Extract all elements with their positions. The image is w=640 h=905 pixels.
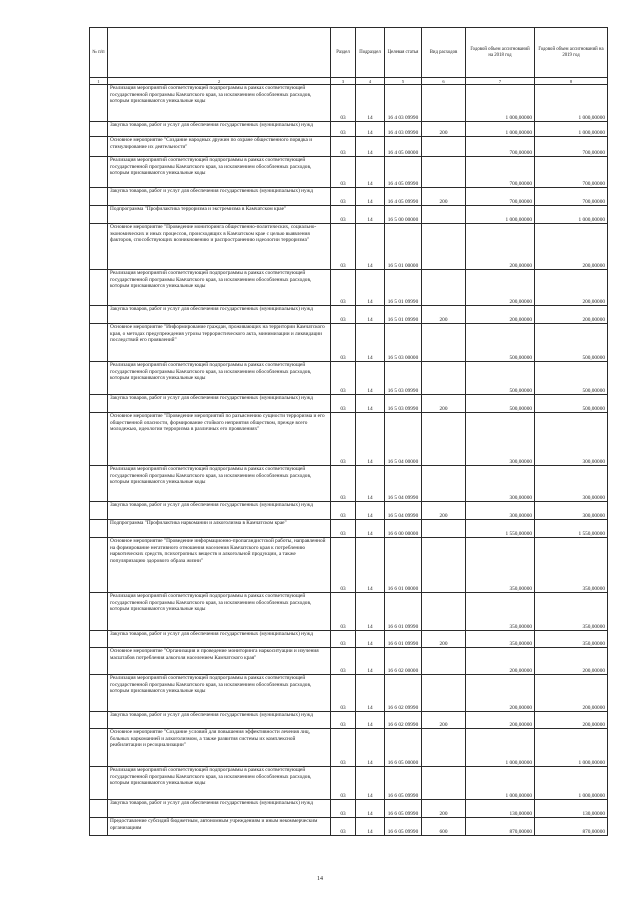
row-razdel: 03 [331, 122, 356, 137]
row-expense-type [422, 538, 466, 593]
row-target-article: 16 4 05 00000 [385, 137, 422, 157]
row-podrazdel: 14 [356, 502, 385, 520]
row-amount-2018: 700,00000 [466, 157, 535, 188]
row-amount-2019: 1 000,00000 [535, 85, 608, 122]
row-expense-type [422, 85, 466, 122]
row-razdel: 03 [331, 631, 356, 648]
header-row [90, 28, 608, 78]
row-amount-2018: 200,00000 [466, 712, 535, 729]
row-expense-type: 200 [422, 631, 466, 648]
row-podrazdel: 14 [356, 538, 385, 593]
row-podrazdel: 14 [356, 157, 385, 188]
row-expense-type [422, 593, 466, 631]
row-amount-2019: 200,00000 [535, 224, 608, 270]
row-amount-2019: 1 000,00000 [535, 122, 608, 137]
table-row [90, 767, 608, 800]
row-podrazdel: 14 [356, 137, 385, 157]
row-expense-type: 200 [422, 800, 466, 818]
row-amount-2019: 500,00000 [535, 362, 608, 395]
row-amount-2018: 1 000,00000 [466, 729, 535, 767]
row-amount-2018: 700,00000 [466, 188, 535, 206]
header-name [108, 28, 331, 78]
row-razdel: 03 [331, 413, 356, 466]
header-amount-2019: Годовой объем ассигнований на 2019 год [535, 28, 608, 78]
row-name: Реализация мероприятий соответствующей подпрограммы в рамках соответствующей государственной программы Камчатского края, за исключением обособленных расходов, которым присваиваются уникальные коды [108, 767, 331, 800]
row-target-article: 16 5 04 09990 [385, 502, 422, 520]
row-target-article: 16 6 02 00000 [385, 648, 422, 675]
row-expense-type: 200 [422, 502, 466, 520]
row-razdel: 03 [331, 675, 356, 712]
row-amount-2019: 130,00000 [535, 800, 608, 818]
row-name: Закупка товаров, работ и услуг для обеспечения государственных (муниципальных) нужд [108, 800, 331, 818]
row-razdel: 03 [331, 538, 356, 593]
row-amount-2018: 200,00000 [466, 224, 535, 270]
row-podrazdel: 14 [356, 85, 385, 122]
row-amount-2018: 300,00000 [466, 466, 535, 502]
table-row [90, 270, 608, 306]
row-target-article: 16 5 04 00000 [385, 413, 422, 466]
table-row [90, 395, 608, 413]
row-razdel: 03 [331, 593, 356, 631]
row-expense-type [422, 362, 466, 395]
row-number [90, 85, 108, 122]
row-razdel: 03 [331, 270, 356, 306]
row-amount-2019: 700,00000 [535, 137, 608, 157]
row-podrazdel: 14 [356, 206, 385, 224]
row-podrazdel: 14 [356, 270, 385, 306]
row-amount-2019: 500,00000 [535, 324, 608, 362]
header-razdel: Раздел [331, 28, 356, 78]
row-amount-2019: 200,00000 [535, 306, 608, 324]
row-podrazdel: 14 [356, 631, 385, 648]
row-name: Закупка товаров, работ и услуг для обеспечения государственных (муниципальных) нужд [108, 502, 331, 520]
row-razdel: 03 [331, 502, 356, 520]
row-number [90, 520, 108, 538]
table-row [90, 413, 608, 466]
row-number [90, 324, 108, 362]
row-razdel: 03 [331, 712, 356, 729]
row-target-article: 16 5 01 09990 [385, 270, 422, 306]
row-podrazdel: 14 [356, 767, 385, 800]
page-number: 14 [317, 876, 323, 882]
row-expense-type [422, 466, 466, 502]
row-amount-2018: 300,00000 [466, 413, 535, 466]
row-number [90, 675, 108, 712]
table-row [90, 224, 608, 270]
row-amount-2018: 1 000,00000 [466, 85, 535, 122]
row-number [90, 729, 108, 767]
table-row [90, 188, 608, 206]
row-name: Закупка товаров, работ и услуг для обеспечения государственных (муниципальных) нужд [108, 306, 331, 324]
row-amount-2019: 500,00000 [535, 395, 608, 413]
row-podrazdel: 14 [356, 593, 385, 631]
row-target-article: 16 6 05 09990 [385, 818, 422, 836]
row-number [90, 800, 108, 818]
row-razdel: 03 [331, 85, 356, 122]
row-name: Реализация мероприятий соответствующей подпрограммы в рамках соответствующей государственной программы Камчатского края, за исключением обособленных расходов, которым присваиваются уникальные коды [108, 362, 331, 395]
row-target-article: 16 5 01 09990 [385, 306, 422, 324]
row-number [90, 631, 108, 648]
row-name: Реализация мероприятий соответствующей подпрограммы в рамках соответствующей государственной программы Камчатского края, за исключением обособленных расходов, которым присваиваются уникальные коды [108, 593, 331, 631]
row-podrazdel: 14 [356, 413, 385, 466]
row-razdel: 03 [331, 306, 356, 324]
row-razdel: 03 [331, 818, 356, 836]
row-razdel: 03 [331, 324, 356, 362]
row-name: Закупка товаров, работ и услуг для обеспечения государственных (муниципальных) нужд [108, 631, 331, 648]
row-amount-2018: 700,00000 [466, 137, 535, 157]
row-podrazdel: 14 [356, 675, 385, 712]
column-index: 1 [90, 78, 108, 85]
row-name: Закупка товаров, работ и услуг для обеспечения государственных (муниципальных) нужд [108, 712, 331, 729]
row-number [90, 818, 108, 836]
row-expense-type [422, 675, 466, 712]
row-number [90, 593, 108, 631]
table-row [90, 520, 608, 538]
table-row [90, 502, 608, 520]
table-row [90, 122, 608, 137]
header-expense-type: Вид расходов [422, 28, 466, 78]
row-amount-2019: 300,00000 [535, 502, 608, 520]
row-number [90, 224, 108, 270]
row-podrazdel: 14 [356, 800, 385, 818]
table-row [90, 137, 608, 157]
row-name: Реализация мероприятий соответствующей подпрограммы в рамках соответствующей государственной программы Камчатского края, за исключением обособленных расходов, которым присваиваются уникальные коды [108, 270, 331, 306]
row-target-article: 16 6 00 00000 [385, 520, 422, 538]
row-number [90, 413, 108, 466]
row-amount-2019: 870,00000 [535, 818, 608, 836]
header-num: № п/п [90, 28, 108, 78]
table-row [90, 593, 608, 631]
table-row [90, 306, 608, 324]
row-razdel: 03 [331, 767, 356, 800]
row-expense-type [422, 224, 466, 270]
row-amount-2019: 350,00000 [535, 593, 608, 631]
row-amount-2018: 350,00000 [466, 631, 535, 648]
row-target-article: 16 6 01 00000 [385, 538, 422, 593]
row-expense-type [422, 767, 466, 800]
row-podrazdel: 14 [356, 466, 385, 502]
row-name: Основное мероприятие "Создание народных дружин по охране общественного порядка и стимулирование их деятельности" [108, 137, 331, 157]
row-amount-2018: 1 000,00000 [466, 767, 535, 800]
row-expense-type: 600 [422, 818, 466, 836]
row-amount-2018: 500,00000 [466, 362, 535, 395]
row-podrazdel: 14 [356, 520, 385, 538]
row-number [90, 648, 108, 675]
row-name: Закупка товаров, работ и услуг для обеспечения государственных (муниципальных) нужд [108, 122, 331, 137]
row-target-article: 16 4 03 09990 [385, 122, 422, 137]
row-amount-2018: 1 000,00000 [466, 206, 535, 224]
header-amount-2018: Годовой объем ассигнований на 2018 год [466, 28, 535, 78]
row-name: Подпрограмма "Профилактика наркомании и алкоголизма в Камчатском крае" [108, 520, 331, 538]
row-expense-type: 200 [422, 188, 466, 206]
row-expense-type [422, 137, 466, 157]
row-number [90, 122, 108, 137]
column-index-row [90, 78, 608, 85]
column-index: 7 [466, 78, 535, 85]
row-amount-2019: 1 000,00000 [535, 729, 608, 767]
row-target-article: 16 5 03 00000 [385, 324, 422, 362]
row-target-article: 16 6 05 09990 [385, 767, 422, 800]
row-number [90, 395, 108, 413]
column-index: 4 [356, 78, 385, 85]
row-amount-2019: 1 000,00000 [535, 206, 608, 224]
row-target-article: 16 5 03 09990 [385, 362, 422, 395]
row-expense-type: 200 [422, 712, 466, 729]
row-number [90, 466, 108, 502]
row-number [90, 137, 108, 157]
row-number [90, 767, 108, 800]
row-amount-2018: 350,00000 [466, 593, 535, 631]
row-expense-type: 200 [422, 306, 466, 324]
row-expense-type: 200 [422, 122, 466, 137]
row-podrazdel: 14 [356, 818, 385, 836]
row-razdel: 03 [331, 800, 356, 818]
row-amount-2018: 200,00000 [466, 270, 535, 306]
row-number [90, 362, 108, 395]
row-amount-2019: 700,00000 [535, 157, 608, 188]
row-target-article: 16 4 05 09990 [385, 157, 422, 188]
table-row [90, 712, 608, 729]
row-number [90, 206, 108, 224]
row-amount-2018: 1 550,00000 [466, 520, 535, 538]
row-razdel: 03 [331, 729, 356, 767]
row-amount-2018: 500,00000 [466, 395, 535, 413]
column-index: 6 [422, 78, 466, 85]
row-name: Закупка товаров, работ и услуг для обеспечения государственных (муниципальных) нужд [108, 188, 331, 206]
row-target-article: 16 4 03 09990 [385, 85, 422, 122]
row-expense-type [422, 413, 466, 466]
column-index: 3 [331, 78, 356, 85]
row-target-article: 16 4 05 09990 [385, 188, 422, 206]
row-amount-2018: 1 000,00000 [466, 122, 535, 137]
header-podrazdel: Подраздел [356, 28, 385, 78]
budget-table [89, 27, 608, 836]
row-amount-2019: 350,00000 [535, 538, 608, 593]
row-podrazdel: 14 [356, 224, 385, 270]
row-amount-2019: 1 000,00000 [535, 767, 608, 800]
row-name: Основное мероприятие "Информирование граждан, проживающих на территории Камчатского края, о методах предупреждения угрозы террористического акта, минимизации и ликвидации последствий его проявлений" [108, 324, 331, 362]
table-row [90, 729, 608, 767]
row-number [90, 188, 108, 206]
row-name: Реализация мероприятий соответствующей подпрограммы в рамках соответствующей государственной программы Камчатского края, за исключением обособленных расходов, которым присваиваются уникальные коды [108, 85, 331, 122]
row-target-article: 16 5 03 09990 [385, 395, 422, 413]
row-razdel: 03 [331, 520, 356, 538]
row-name: Основное мероприятие "Проведение мониторинга общественно-политических, социально-экономических и иных процессов, происходящих в Камчатском крае с целью выявления факторов, способствующих возникновению и распространению идеологии терроризма" [108, 224, 331, 270]
table-row [90, 538, 608, 593]
row-amount-2018: 350,00000 [466, 538, 535, 593]
table-row [90, 362, 608, 395]
row-name: Реализация мероприятий соответствующей подпрограммы в рамках соответствующей государственной программы Камчатского края, за исключением обособленных расходов, которым присваиваются уникальные коды [108, 466, 331, 502]
row-name: Основное мероприятие "Проведение мероприятий по разъяснению сущности терроризма и его общественной опасности, формирование стойкого неприятия обществом, прежде всего молодежью, идеологии терроризма в различных его проявлениях" [108, 413, 331, 466]
table-row [90, 631, 608, 648]
row-target-article: 16 6 02 09990 [385, 712, 422, 729]
row-expense-type [422, 324, 466, 362]
row-amount-2019: 200,00000 [535, 648, 608, 675]
table-row [90, 800, 608, 818]
row-amount-2019: 300,00000 [535, 413, 608, 466]
row-razdel: 03 [331, 362, 356, 395]
row-amount-2018: 300,00000 [466, 502, 535, 520]
row-target-article: 16 6 02 09990 [385, 675, 422, 712]
header-target-article: Целевая статья [385, 28, 422, 78]
row-amount-2019: 1 550,00000 [535, 520, 608, 538]
row-amount-2018: 200,00000 [466, 306, 535, 324]
row-number [90, 538, 108, 593]
row-amount-2018: 200,00000 [466, 675, 535, 712]
row-name: Предоставление субсидий бюджетным, автономным учреждениям и иным некоммерческим организациям [108, 818, 331, 836]
row-target-article: 16 6 01 09990 [385, 631, 422, 648]
row-target-article: 16 5 01 00000 [385, 224, 422, 270]
row-amount-2018: 870,00000 [466, 818, 535, 836]
row-expense-type [422, 206, 466, 224]
table-row [90, 466, 608, 502]
table-row [90, 206, 608, 224]
row-amount-2019: 700,00000 [535, 188, 608, 206]
row-razdel: 03 [331, 466, 356, 502]
row-expense-type [422, 520, 466, 538]
row-amount-2019: 200,00000 [535, 270, 608, 306]
table-row [90, 157, 608, 188]
row-expense-type [422, 648, 466, 675]
row-razdel: 03 [331, 157, 356, 188]
row-name: Основное мероприятие "Организация и проведение мониторинга наркоситуации и изучения масштабов потребления алкоголя населением Камчатского края" [108, 648, 331, 675]
row-amount-2018: 200,00000 [466, 648, 535, 675]
row-number [90, 157, 108, 188]
table-row [90, 818, 608, 836]
row-podrazdel: 14 [356, 395, 385, 413]
row-amount-2019: 300,00000 [535, 466, 608, 502]
table-row [90, 85, 608, 122]
row-razdel: 03 [331, 395, 356, 413]
row-podrazdel: 14 [356, 648, 385, 675]
table-row [90, 324, 608, 362]
row-podrazdel: 14 [356, 306, 385, 324]
row-name: Подпрограмма "Профилактика терроризма и экстремизма в Камчатском крае" [108, 206, 331, 224]
table-body [90, 85, 608, 836]
row-number [90, 306, 108, 324]
row-expense-type [422, 157, 466, 188]
row-name: Реализация мероприятий соответствующей подпрограммы в рамках соответствующей государственной программы Камчатского края, за исключением обособленных расходов, которым присваиваются уникальные коды [108, 157, 331, 188]
row-razdel: 03 [331, 224, 356, 270]
row-podrazdel: 14 [356, 324, 385, 362]
row-podrazdel: 14 [356, 729, 385, 767]
column-index: 8 [535, 78, 608, 85]
row-podrazdel: 14 [356, 122, 385, 137]
row-target-article: 16 6 01 09990 [385, 593, 422, 631]
row-expense-type [422, 270, 466, 306]
row-number [90, 502, 108, 520]
row-amount-2018: 500,00000 [466, 324, 535, 362]
row-amount-2019: 200,00000 [535, 712, 608, 729]
row-number [90, 712, 108, 729]
row-podrazdel: 14 [356, 188, 385, 206]
row-amount-2018: 130,00000 [466, 800, 535, 818]
row-target-article: 16 5 00 00000 [385, 206, 422, 224]
row-name: Основное мероприятие "Создание условий для повышения эффективности лечения лиц, больных наркоманией и алкоголизмом, а также развития системы их комплексной реабилитации и ресоциализации" [108, 729, 331, 767]
row-target-article: 16 5 04 09990 [385, 466, 422, 502]
row-name: Основное мероприятие "Проведение информационно-пропагандистской работы, направленной на формирование негативного отношения населения Камчатского края к потреблению наркотических средств, психотропных веществ и алкогольной продукции, а также популяризацию здорового образа жизни" [108, 538, 331, 593]
row-razdel: 03 [331, 206, 356, 224]
row-target-article: 16 6 05 00000 [385, 729, 422, 767]
row-razdel: 03 [331, 137, 356, 157]
column-index: 5 [385, 78, 422, 85]
row-amount-2019: 200,00000 [535, 675, 608, 712]
row-number [90, 270, 108, 306]
row-razdel: 03 [331, 188, 356, 206]
column-index: 2 [108, 78, 331, 85]
table-row [90, 648, 608, 675]
row-podrazdel: 14 [356, 362, 385, 395]
row-name: Реализация мероприятий соответствующей подпрограммы в рамках соответствующей государственной программы Камчатского края, за исключением обособленных расходов, которым присваиваются уникальные коды [108, 675, 331, 712]
row-name: Закупка товаров, работ и услуг для обеспечения государственных (муниципальных) нужд [108, 395, 331, 413]
row-razdel: 03 [331, 648, 356, 675]
row-target-article: 16 6 05 09990 [385, 800, 422, 818]
row-expense-type [422, 729, 466, 767]
row-amount-2019: 350,00000 [535, 631, 608, 648]
row-expense-type: 200 [422, 395, 466, 413]
row-podrazdel: 14 [356, 712, 385, 729]
table-row [90, 675, 608, 712]
